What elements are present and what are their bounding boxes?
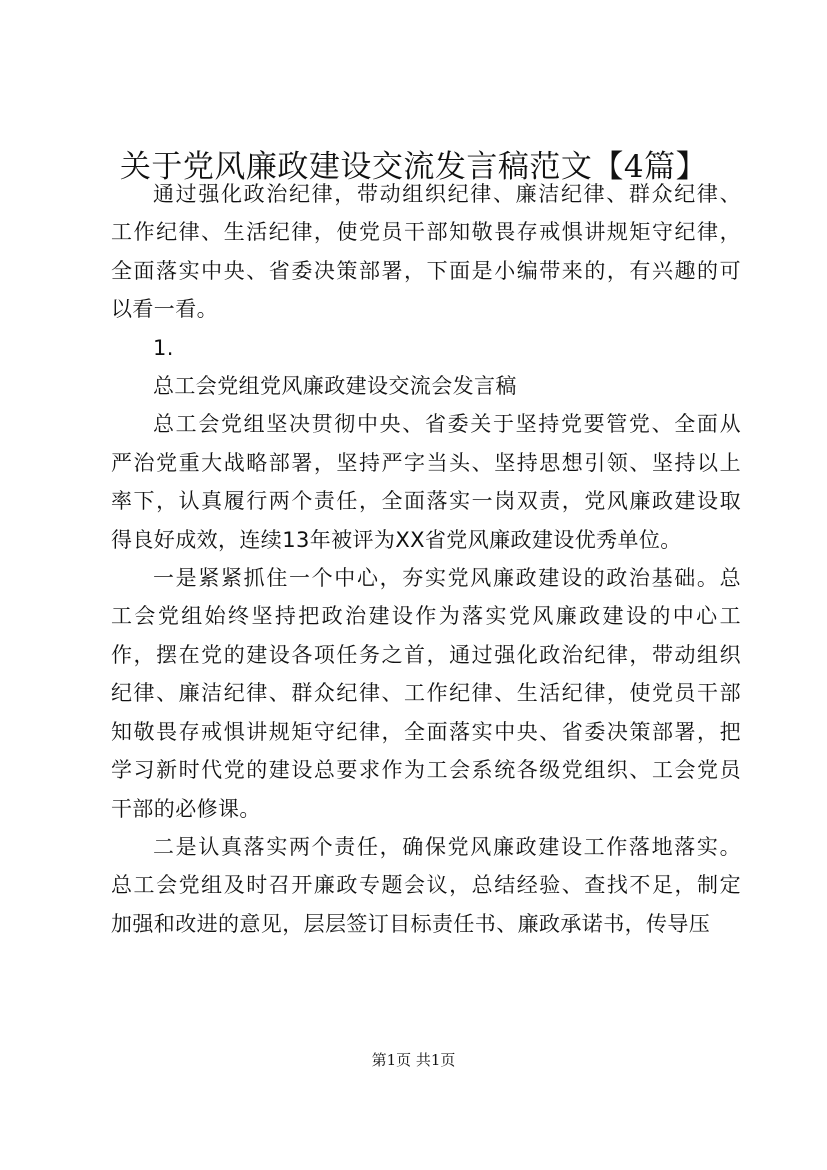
- paragraph-line: 1.: [153, 335, 174, 360]
- paragraph-line: 总工会党组坚决贯彻中央、省委关于坚持党要管党、全面从: [153, 412, 741, 437]
- paragraph-line: 作，摆在党的建设各项任务之首，通过强化政治纪律，带动组织: [111, 642, 741, 667]
- paragraph-line: 干部的必修课。: [111, 796, 261, 821]
- paragraph-line: 总工会党组党风廉政建设交流会发言稿: [153, 374, 517, 399]
- paragraph-line: 工会党组始终坚持把政治建设作为落实党风廉政建设的中心工: [111, 604, 741, 629]
- paragraph-line: 率下，认真履行两个责任，全面落实一岗双责，党风廉政建设取: [111, 489, 741, 514]
- paragraph-line: 知敬畏存戒惧讲规矩守纪律，全面落实中央、省委决策部署，把: [111, 719, 741, 744]
- paragraph-line: 得良好成效，连续13年被评为XX省党风廉政建设优秀单位。: [111, 527, 682, 552]
- document-paragraph: [111, 405, 741, 559]
- document-body: [111, 175, 741, 943]
- paragraph-line: 全面落实中央、省委决策部署，下面是小编带来的，有兴趣的可: [111, 258, 741, 283]
- document-paragraph: [111, 175, 741, 329]
- paragraph-line: 工作纪律、生活纪律，使党员干部知敬畏存戒惧讲规矩守纪律，: [111, 220, 741, 245]
- paragraph-line: 学习新时代党的建设总要求作为工会系统各级党组织、工会党员: [111, 758, 741, 783]
- document-paragraph: [111, 329, 741, 367]
- page-footer: 第1页 共1页: [371, 1051, 456, 1069]
- paragraph-line: 二是认真落实两个责任，确保党风廉政建设工作落地落实。: [153, 834, 741, 859]
- document-paragraph: [111, 828, 741, 943]
- paragraph-line: 总工会党组及时召开廉政专题会议，总结经验、查找不足，制定: [111, 873, 741, 898]
- paragraph-line: 严治党重大战略部署，坚持严字当头、坚持思想引领、坚持以上: [111, 450, 741, 475]
- document-title: 关于党风廉政建设交流发言稿范文【4篇】: [119, 149, 708, 185]
- document-paragraph: [111, 367, 741, 405]
- paragraph-line: 纪律、廉洁纪律、群众纪律、工作纪律、生活纪律，使党员干部: [111, 681, 741, 706]
- paragraph-line: 通过强化政治纪律，带动组织纪律、廉洁纪律、群众纪律、: [153, 182, 741, 206]
- paragraph-line: 以看一看。: [111, 297, 218, 322]
- paragraph-line: 一是紧紧抓住一个中心，夯实党风廉政建设的政治基础。总: [153, 566, 741, 591]
- paragraph-line: 加强和改进的意见，层层签订目标责任书、廉政承诺书，传导压: [111, 911, 711, 936]
- document-paragraph: [111, 559, 741, 828]
